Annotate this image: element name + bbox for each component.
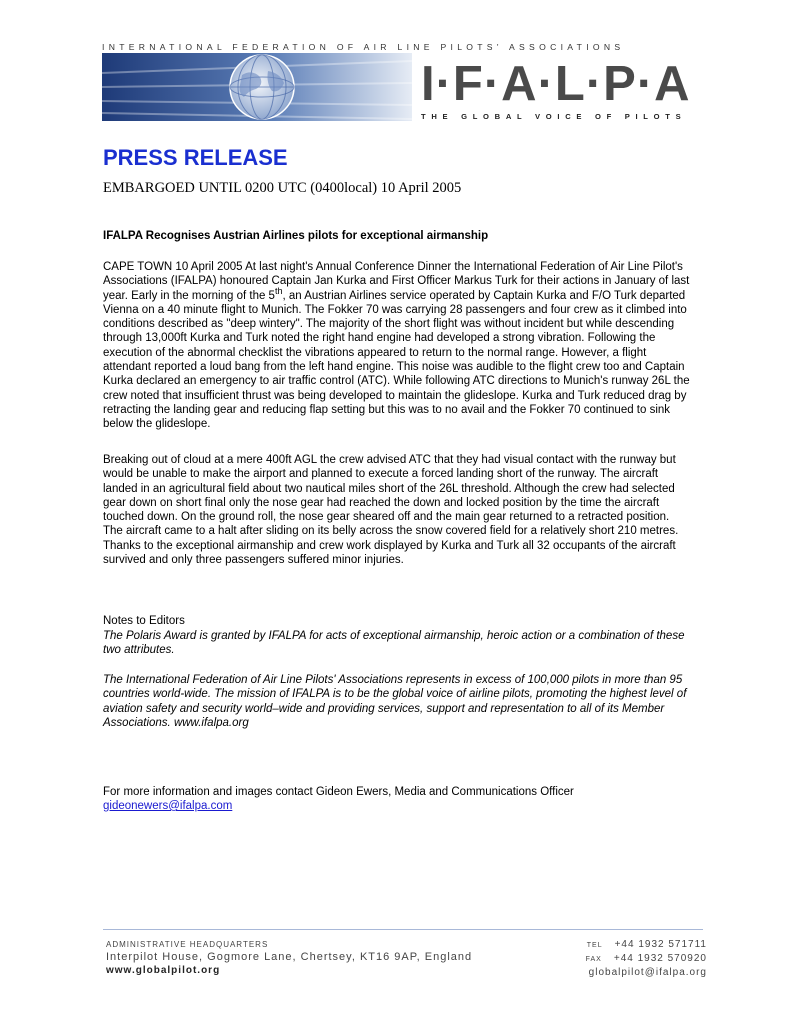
tel-label: TEL: [586, 942, 603, 949]
notes-heading: Notes to Editors: [103, 615, 185, 627]
website-link[interactable]: www.globalpilot.org: [106, 965, 221, 976]
hq-label: ADMINISTRATIVE HEADQUARTERS: [106, 940, 269, 949]
contact-text: For more information and images contact Gideon Ewers, Media and Communications Officer: [103, 786, 574, 798]
fax-label: FAX: [585, 956, 602, 963]
body-paragraph-2: Breaking out of cloud at a mere 400ft AGL the crew advised ATC that they had visual contact with the runway but would be unable to make the airport and planned to execute a forced landing short of the runway. The aircraft landed in an agricultural field about two nautical miles short of the 26L threshold. Although the crew had selected gear down on short final only the nose gear had reached the down and locked position by the time the aircraft touched down. On the ground roll, the nose gear sheared off and the main gear returned to a retracted position. The aircraft came to a halt after sliding on its belly across the snow covered field for a relatively short 210 metres. Thanks to the exceptional airmanship and crew work displayed by Kurka and Turk all 32 occupants of the aircraft survived and only three passengers suffered minor injuries.: [103, 454, 679, 567]
ordinal-suffix: th: [274, 285, 283, 296]
note-polaris-award: The Polaris Award is granted by IFALPA for acts of exceptional airmanship, heroic action or a combination of these two attributes.: [103, 630, 685, 657]
footer-divider: [103, 929, 703, 930]
release-headline: IFALPA Recognises Austrian Airlines pilots for exceptional airmanship: [103, 230, 489, 242]
paragraph-1-start: CAPE TOWN 10 April 2005 At last night's Annual Conference Dinner the International Federation of Air Line Pilot's Associations (IFALPA) honoured Captain Jan Kurka and First Officer Markus Turk for their actions in January of last year. Early in the morning of the 5: [103, 261, 690, 302]
fax-number: +44 1932 570920: [613, 953, 707, 964]
tel-row: [586, 938, 707, 952]
paragraph-1-end: , an Austrian Airlines service operated by Captain Kurka and F/O Turk departed Vienna on a 40 minute flight to Munich. The Fokker 70 was carrying 28 passengers and four crew as it climbed into conditions described as "deep wintery". The majority of the short flight was without incident but while descending through 13,000ft Kurka and Turk noted the right hand engine had developed a strong vibration. Following the execution of the abnormal checklist the vibrations appeared to return to the normal range. However, a flight attendant reported a loud bang from the left hand engine. This noise was audible to the flight crew too and Captain Kurka declared an emergency to air traffic control (ATC). While following ATC directions to Munich's runway 26L the crew noted that insufficient thrust was being developed to maintain the glideslope. Kurka and Turk reduced drag by retracting the landing gear and reducing flap setting but this was to no avail and the Fokker 70 continued to sink below the glideslope.: [103, 289, 690, 431]
tel-number: +44 1932 571711: [614, 939, 707, 950]
contact-block: [103, 785, 574, 813]
globe-banner-logo: [102, 53, 412, 121]
tagline: THE GLOBAL VOICE OF PILOTS: [421, 112, 687, 121]
footer-contact-block: [586, 938, 707, 979]
fax-row: [586, 952, 707, 966]
page-title: PRESS RELEASE: [103, 145, 288, 170]
note-ifalpa-mission: The International Federation of Air Line Pilots' Associations represents in excess of 100,000 pilots in more than 95 countries world-wide. The mission of IFALPA is to be the global voice of airline pilots, promoting the highest level of aviation safety and security world–wide and providing services, support and representation to all of its Member Associations. www.ifalpa.org: [103, 674, 687, 729]
hq-address: Interpilot House, Gogmore Lane, Chertsey, KT16 9AP, England: [106, 951, 473, 963]
embargo-line: EMBARGOED UNTIL 0200 UTC (0400local) 10 April 2005: [103, 180, 462, 196]
footer-email[interactable]: globalpilot@ifalpa.org: [588, 967, 707, 978]
footer-address-block: [106, 938, 472, 977]
contact-email-link[interactable]: gideonewers@ifalpa.com: [103, 800, 233, 812]
ifalpa-wordmark: I·F·A·L·P·A: [421, 57, 691, 111]
body-paragraph-1: [103, 260, 691, 432]
org-name-line: INTERNATIONAL FEDERATION OF AIR LINE PILOTS' ASSOCIATIONS: [102, 42, 625, 52]
